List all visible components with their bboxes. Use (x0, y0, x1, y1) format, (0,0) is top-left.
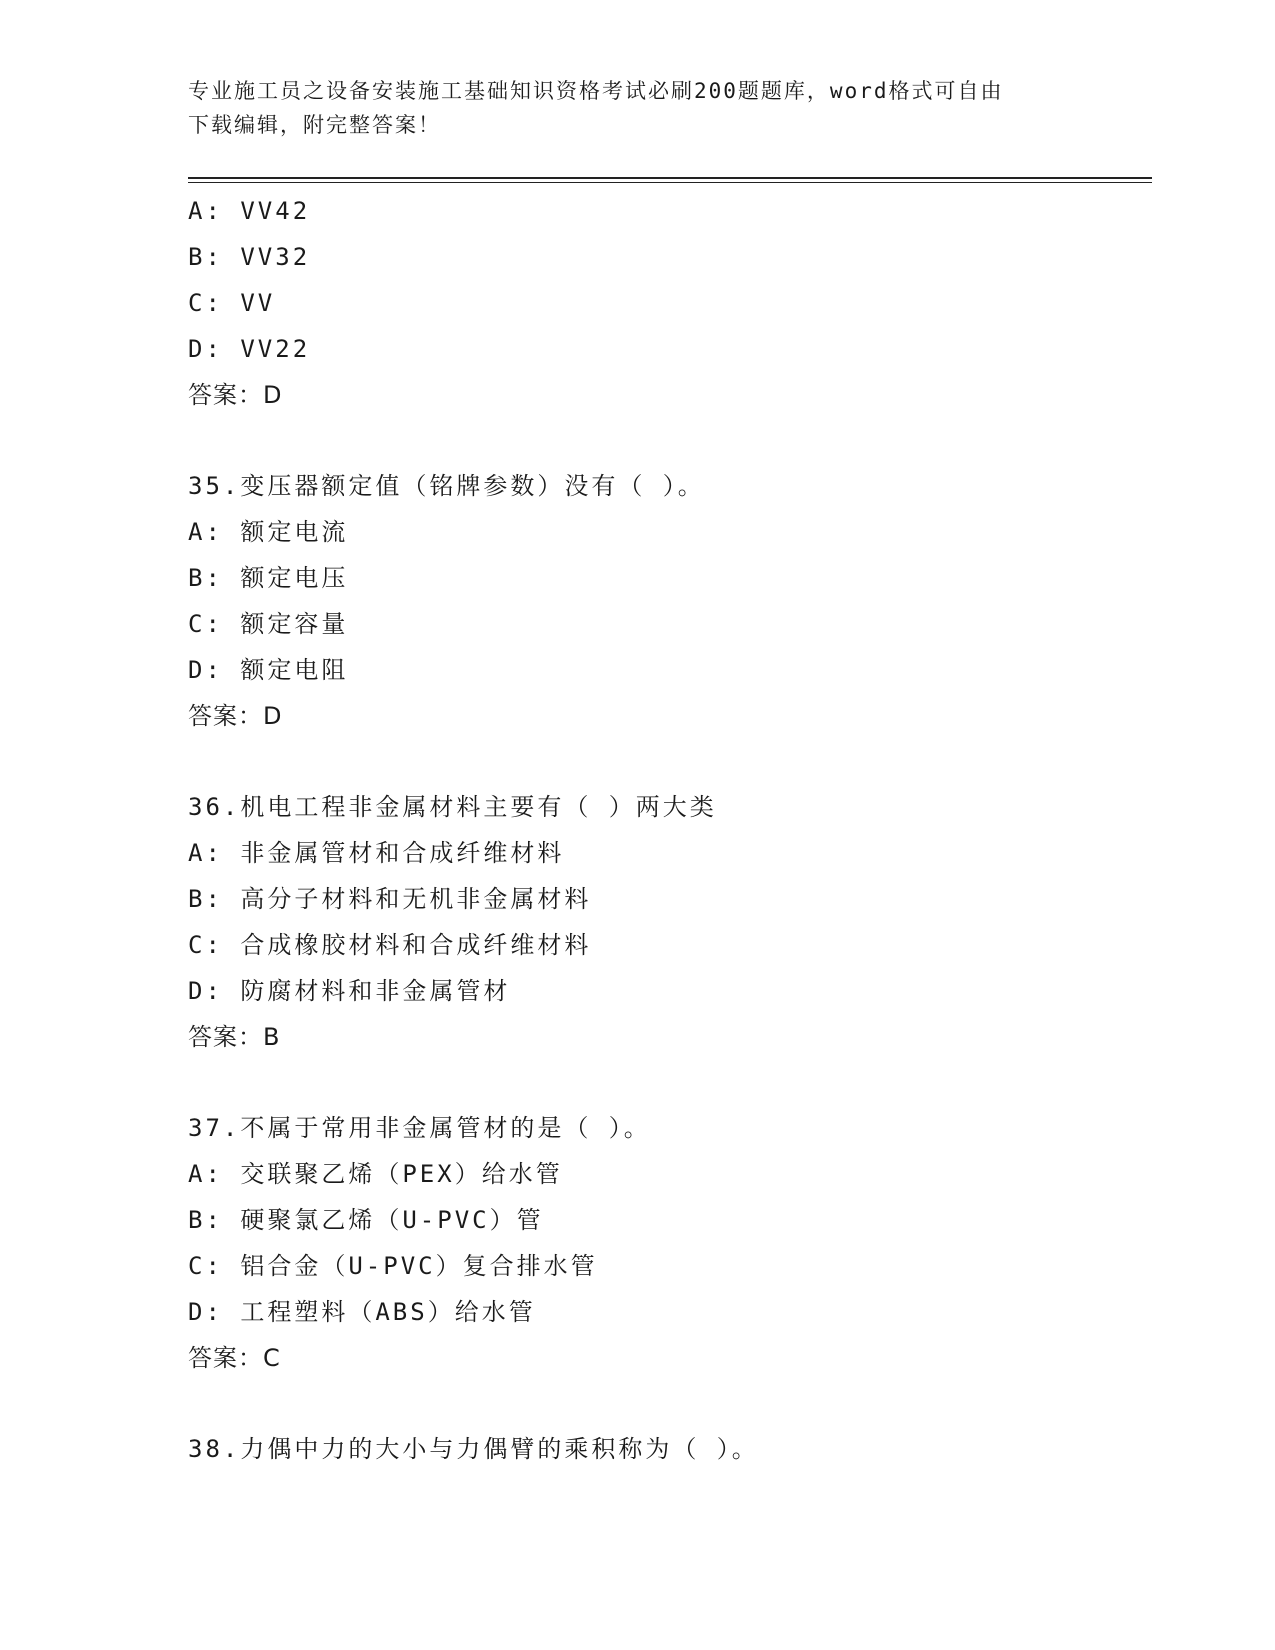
answer-line: 答案：C (188, 1344, 281, 1372)
header-divider-thin (188, 182, 1152, 183)
option-b: B: VV32 (188, 243, 311, 271)
option-c: C: VV (188, 289, 276, 317)
option-c: C: 合成橡胶材料和合成纤维材料 (188, 931, 592, 959)
question-block-34 (188, 188, 1148, 418)
option-a: A: VV42 (188, 197, 311, 225)
question-text: 37.不属于常用非金属管材的是（ ）。 (188, 1114, 651, 1142)
answer-line: 答案：B (188, 1023, 281, 1051)
option-b: B: 硬聚氯乙烯（U-PVC）管 (188, 1206, 544, 1234)
option-b: B: 高分子材料和无机非金属材料 (188, 885, 592, 913)
option-b: B: 额定电压 (188, 564, 349, 592)
header-title-line-1: 专业施工员之设备安装施工基础知识资格考试必刷200题题库，word格式可自由 (188, 79, 1004, 103)
option-d: D: 额定电阻 (188, 656, 349, 684)
header-title-line-2: 下载编辑，附完整答案！ (188, 113, 441, 137)
question-block-38 (188, 1426, 1148, 1472)
question-text: 36.机电工程非金属材料主要有（ ）两大类 (188, 793, 717, 821)
option-a: A: 非金属管材和合成纤维材料 (188, 839, 565, 867)
question-block-35 (188, 463, 1148, 739)
question-list (188, 188, 1148, 1472)
option-c: C: 铝合金（U-PVC）复合排水管 (188, 1252, 598, 1280)
spacer (188, 739, 1148, 784)
question-block-37 (188, 1105, 1148, 1381)
option-a: A: 交联聚乙烯（PEX）给水管 (188, 1160, 563, 1188)
option-c: C: 额定容量 (188, 610, 349, 638)
question-block-36 (188, 784, 1148, 1060)
answer-line: 答案：D (188, 702, 283, 730)
header-divider-thick (188, 177, 1152, 179)
question-text: 38.力偶中力的大小与力偶臂的乘积称为（ ）。 (188, 1435, 759, 1463)
spacer (188, 1381, 1148, 1426)
option-d: D: 工程塑料（ABS）给水管 (188, 1298, 536, 1326)
spacer (188, 418, 1148, 463)
document-header (188, 74, 1088, 142)
spacer (188, 1060, 1148, 1105)
option-d: D: VV22 (188, 335, 311, 363)
option-d: D: 防腐材料和非金属管材 (188, 977, 511, 1005)
option-a: A: 额定电流 (188, 518, 349, 546)
answer-line: 答案：D (188, 381, 283, 409)
question-text: 35.变压器额定值（铭牌参数）没有（ ）。 (188, 472, 705, 500)
